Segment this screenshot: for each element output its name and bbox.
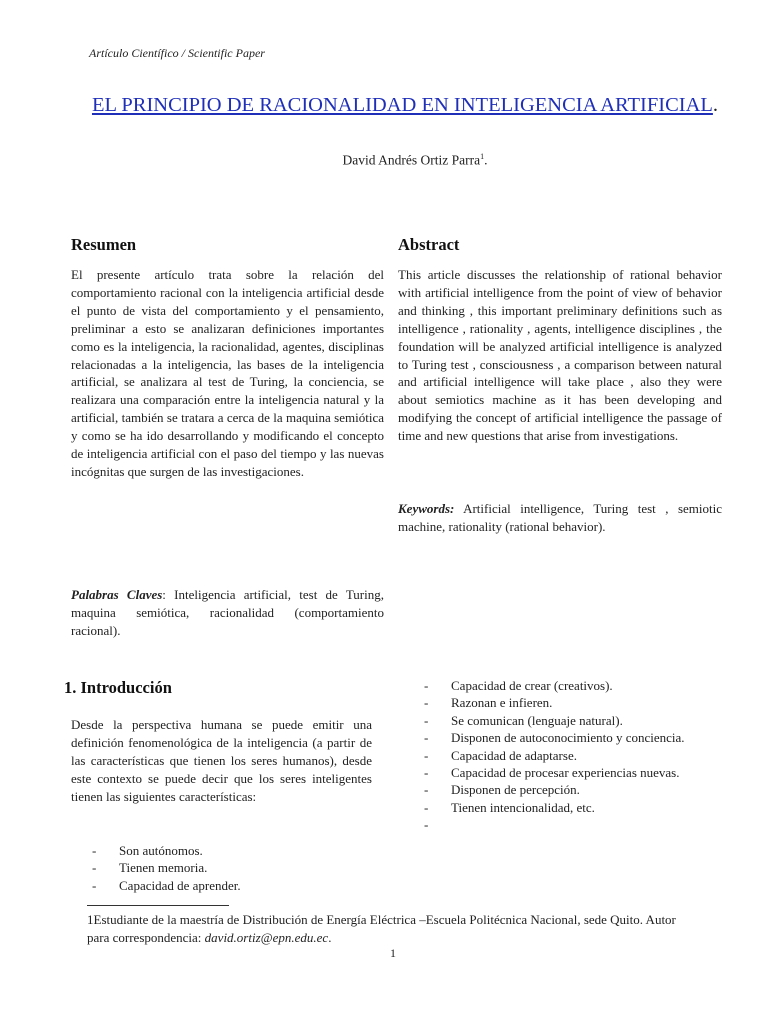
- footnote-text: 1Estudiante de la maestría de Distribución de Energía Eléctrica –Escuela Politécnica Nacional, sede Quito. Autor para correspondencia:: [87, 912, 676, 945]
- palabras-claves-text: : Inteligencia artificial, test de Turing, maquina semiótica, racionalidad (comportamiento racional).: [71, 587, 384, 638]
- title-period: .: [712, 94, 719, 116]
- palabras-claves-label: Palabras Claves: [71, 587, 163, 602]
- list-item: -: [424, 817, 429, 833]
- author-email-link[interactable]: david.ortiz@epn.edu.ec: [204, 930, 329, 945]
- section-heading-introduccion: 1. Introducción: [64, 678, 172, 697]
- list-item: - Capacidad de adaptarse.: [424, 747, 577, 763]
- list-item: - Tienen memoria.: [92, 860, 208, 876]
- palabras-claves: [71, 586, 384, 640]
- resumen-heading: Resumen: [71, 235, 137, 254]
- list-item: - Capacidad de procesar experiencias nuevas.: [424, 765, 680, 781]
- abstract-text: This article discusses the relationship of rational behavior with artificial intelligence from the point of view of behavior and thinking , this important preliminary definitions such as intelligence , rationality , agents, intelligence disciplines , the foundation will be analyzed artificial intelligence is analyzed to Turing test , consciousness , a comparison between natural and artificial intelligence will take place , also they were about semiotics machine as it has been developing and modifying the concept of artificial intelligence the passage of time and new questions that arise from investigations.: [398, 267, 722, 444]
- abstract-heading: Abstract: [398, 235, 460, 254]
- keywords-label: Keywords:: [398, 501, 455, 516]
- footnote: 1Estudiante de la maestría de Distribución de Energía Eléctrica –Escuela Politécnica Nacional, sede Quito. Autor para correspondencia: david.ortiz@epn.edu.ec.: [87, 912, 676, 945]
- keywords: [398, 500, 722, 536]
- journal-section-label: Artículo Científico / Scientific Paper: [89, 46, 265, 60]
- paper-title[interactable]: [60, 92, 750, 119]
- footnote-divider: [87, 905, 229, 906]
- paper-title-text[interactable]: EL PRINCIPIO DE RACIONALIDAD EN INTELIGENCIA ARTIFICIAL: [91, 94, 713, 116]
- list-item: - Son autónomos.: [92, 843, 203, 858]
- list-item: - Disponen de autoconocimiento y conciencia.: [424, 730, 685, 746]
- author-period: .: [484, 152, 488, 168]
- list-item: - Capacidad de crear (creativos).: [424, 678, 613, 693]
- right-characteristics-list: [424, 677, 704, 834]
- author-footnote-mark: 1: [480, 152, 485, 161]
- list-item: - Disponen de percepción.: [424, 782, 580, 798]
- list-item: - Razonan e infieren.: [424, 695, 553, 711]
- resumen-text: El presente artículo trata sobre la relación del comportamiento racional con la inteligencia artificial desde el punto de vista del comportamiento y el pensamiento, preliminar a esto se analizaran definiciones importantes como es la inteligencia, la racionalidad, agentes, disciplinas relacionadas a la inteligencia, las bases de la inteligencia artificial, se analizara al test de Turing, la conciencia, se realizara una comparación entre la inteligencia natural y la artificial, también se tratara a cerca de la maquina semiótica y como se ha ido desarrollando y modificando el concepto de inteligencia artificial con el paso del tiempo y las nuevas incógnitas que surgen de las investigaciones.: [71, 267, 384, 479]
- author-line: [0, 152, 768, 169]
- list-item: - Se comunican (lenguaje natural).: [424, 712, 623, 728]
- author-name: David Andrés Ortiz Parra: [342, 152, 481, 168]
- intro-paragraph: Desde la perspectiva humana se puede emitir una definición fenomenológica de la inteligencia (a partir de las características que tienen los seres humanos), desde este contexto se puede decir que los seres inteligentes tienen las siguientes características:: [71, 717, 372, 804]
- list-item: - Tienen intencionalidad, etc.: [424, 799, 595, 815]
- left-characteristics-list: [92, 842, 272, 894]
- keywords-text: Artificial intelligence, Turing test , semiotic machine, rationality (rational behavior).: [398, 501, 722, 534]
- list-item: - Capacidad de aprender.: [92, 877, 241, 893]
- page-number: 1: [390, 946, 396, 960]
